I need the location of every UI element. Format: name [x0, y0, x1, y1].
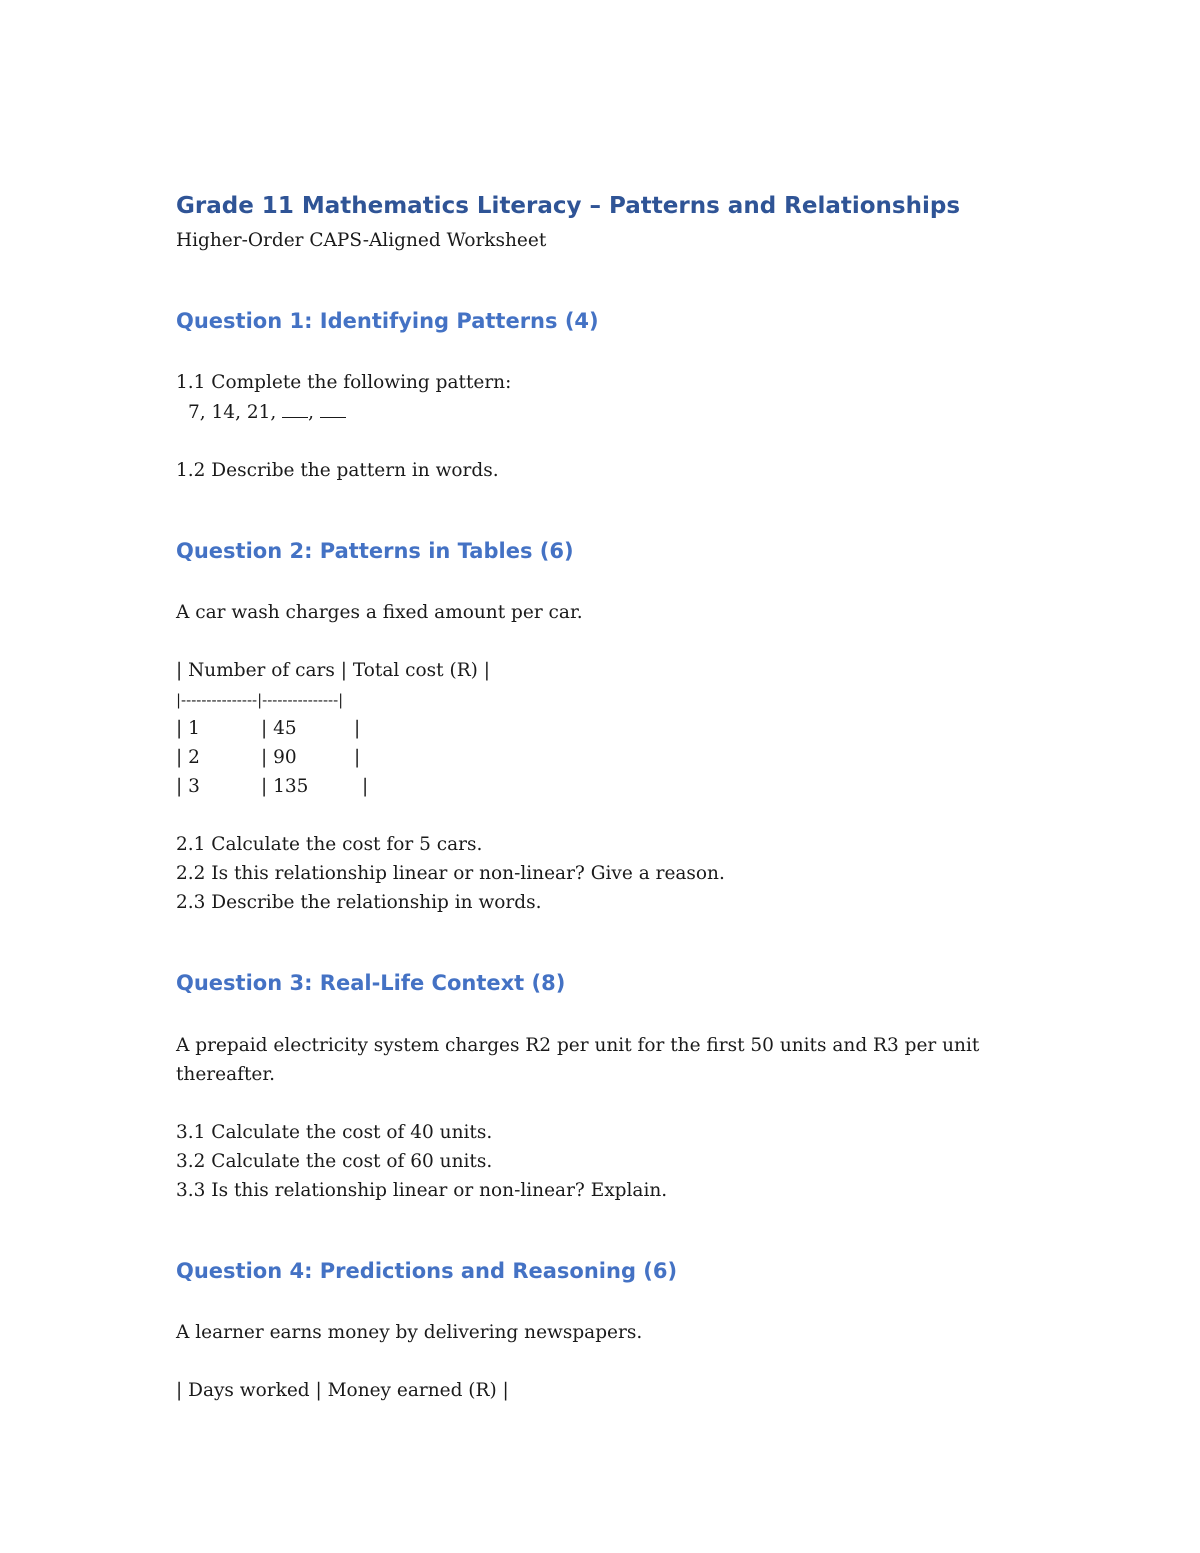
answer-blank-2[interactable]: [320, 401, 346, 418]
question-3-2-text: 3.2 Calculate the cost of 60 units.: [176, 1151, 493, 1172]
pattern-separator: ,: [308, 402, 320, 423]
pattern-sequence: 7, 14, 21,: [188, 402, 283, 423]
car-wash-table-header: | Number of cars | Total cost (R) |: [176, 660, 490, 681]
table-cell-cars: | 1: [176, 718, 200, 739]
table-cell-cars: | 3: [176, 776, 200, 797]
question-3-heading: Question 3: Real-Life Context (8): [176, 971, 566, 995]
question-3-intro-line-1: A prepaid electricity system charges R2 per unit for the first 50 units and R3 per unit: [176, 1035, 980, 1056]
table-cell-end: |: [354, 747, 361, 768]
question-3-1-text: 3.1 Calculate the cost of 40 units.: [176, 1122, 493, 1143]
document-subtitle: Higher-Order CAPS-Aligned Worksheet: [176, 230, 547, 251]
table-cell-cost: | 135: [261, 776, 309, 797]
question-1-1-text: 1.1 Complete the following pattern:: [176, 372, 512, 393]
question-3-3-text: 3.3 Is this relationship linear or non-linear? Explain.: [176, 1180, 668, 1201]
question-2-2-text: 2.2 Is this relationship linear or non-linear? Give a reason.: [176, 863, 725, 884]
question-2-intro: A car wash charges a fixed amount per car.: [176, 602, 583, 623]
question-4-intro: A learner earns money by delivering newspapers.: [176, 1322, 643, 1343]
question-4-heading: Question 4: Predictions and Reasoning (6): [176, 1259, 678, 1283]
newspaper-table-header: | Days worked | Money earned (R) |: [176, 1380, 509, 1401]
table-cell-end: |: [362, 776, 369, 797]
question-1-2-text: 1.2 Describe the pattern in words.: [176, 460, 499, 481]
question-2-1-text: 2.1 Calculate the cost for 5 cars.: [176, 834, 483, 855]
table-cell-end: |: [354, 718, 361, 739]
question-2-3-text: 2.3 Describe the relationship in words.: [176, 892, 542, 913]
table-cell-cars: | 2: [176, 747, 200, 768]
document-title: Grade 11 Mathematics Literacy – Patterns and Relationships: [176, 193, 961, 219]
question-3-intro-line-2: thereafter.: [176, 1064, 276, 1085]
question-1-heading: Question 1: Identifying Patterns (4): [176, 309, 599, 333]
answer-blank-1[interactable]: [282, 401, 308, 418]
question-2-heading: Question 2: Patterns in Tables (6): [176, 539, 574, 563]
car-wash-table-divider: |---------------|---------------|: [176, 691, 344, 709]
table-cell-cost: | 90: [261, 747, 297, 768]
table-cell-cost: | 45: [261, 718, 297, 739]
question-1-1-pattern-line: [188, 401, 346, 425]
